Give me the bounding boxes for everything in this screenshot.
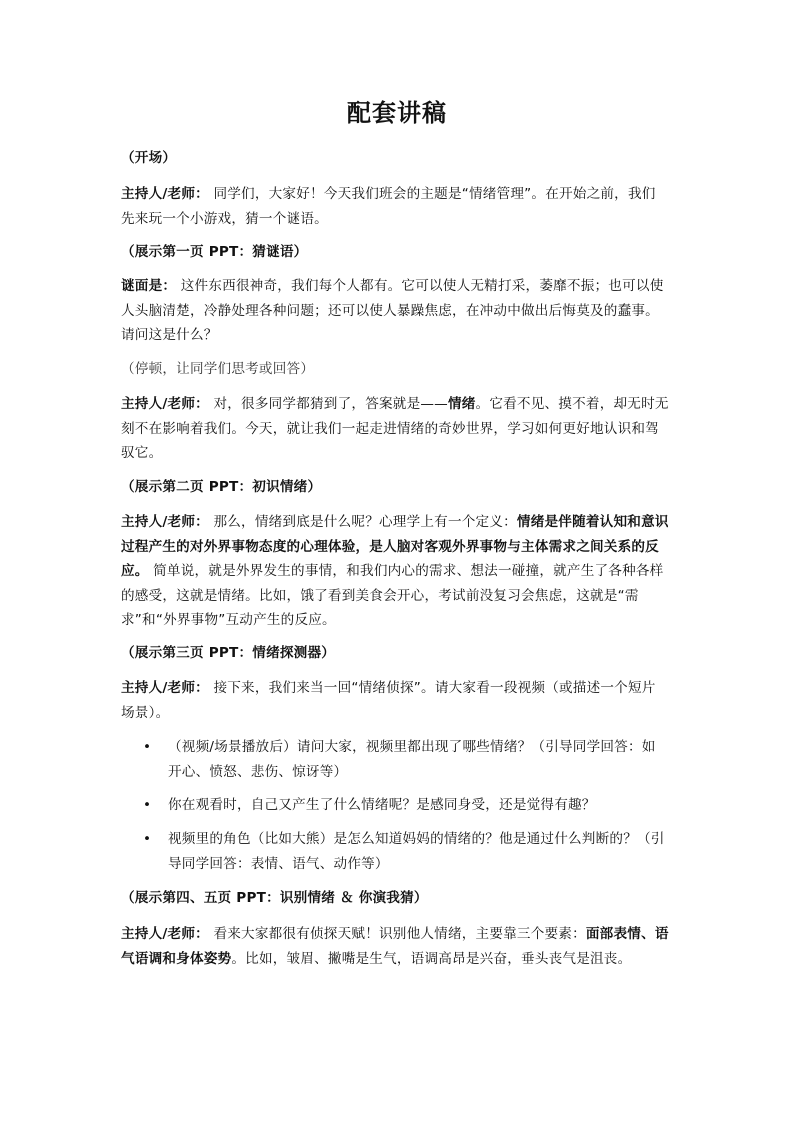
page-title: 配套讲稿 — [347, 99, 447, 127]
list-item-text: 视频里的角色（比如大熊）是怎么知道妈妈的情绪的？他是通过什么判断的？（引导同学回答：表情、语气、动作等） — [168, 831, 665, 872]
section-marker-ppt1: （展示第一页 PPT：猜谜语） — [121, 244, 308, 260]
paragraph-identify — [121, 922, 669, 971]
paragraph-detective — [121, 676, 669, 725]
paragraph-opening — [121, 182, 669, 231]
emphasis-text: 情绪是伴随着认知和意识过程产生的对外界事物态度的心理体验，是人脑对客观外界事物与主体需求之间关系的反应。 — [121, 514, 669, 579]
speaker-label: 主持人/老师： — [121, 396, 209, 412]
speaker-label: 主持人/老师： — [121, 680, 209, 696]
bullet-icon: • — [143, 797, 152, 813]
paragraph-text: 对，很多同学都猜到了，答案就是—— — [208, 396, 448, 412]
section-marker-ppt2: （展示第二页 PPT：初识情绪） — [121, 479, 322, 495]
speaker-label: 主持人/老师： — [121, 186, 209, 202]
bullet-icon: • — [143, 739, 152, 755]
riddle-label: 谜面是： — [121, 278, 177, 294]
paragraph-answer — [121, 392, 669, 466]
paragraph-text: 那么，情绪到底是什么呢？心理学上有一个定义： — [208, 514, 517, 530]
paragraph-text: 这件东西很神奇，我们每个人都有。它可以使人无精打采，萎靡不振；也可以使人头脑清楚，冷静处理各种问题；还可以使人暴躁焦虑，在冲动中做出后悔莫及的蠢事。请问这是什么？ — [121, 278, 664, 343]
paragraph-text: 。它看不见、摸不着，却无时无刻不在影响着我们。今天，就让我们一起走进情绪的奇妙世界，学习如何更好地认识和驾驭它。 — [121, 396, 669, 461]
section-marker-ppt3: （展示第三页 PPT：情绪探测器） — [121, 645, 336, 661]
paragraph-definition — [121, 510, 669, 633]
paragraph-text: 简单说，就是外界发生的事情，和我们内心的需求、想法一碰撞，就产生了各种各样的感受，这就是情绪。比如，饿了看到美食会开心，考试前没复习会焦虑，这就是“需求”和“外界事物”互动产生的反应。 — [121, 563, 664, 628]
paragraph-text: 同学们，大家好！今天我们班会的主题是“情绪管理”。在开始之前，我们先来玩一个小游戏，猜一个谜语。 — [121, 186, 656, 227]
list-item-text: 你在观看时，自己又产生了什么情绪呢？是感同身受，还是觉得有趣？ — [168, 797, 596, 813]
emphasis-text: 面部表情、语气语调和身体姿势 — [121, 926, 669, 967]
bullet-icon: • — [143, 831, 152, 847]
stage-direction-pause: （停顿，让同学们思考或回答） — [121, 361, 315, 377]
paragraph-riddle — [121, 274, 669, 348]
speaker-label: 主持人/老师： — [121, 926, 209, 942]
paragraph-text: 。比如，皱眉、撇嘴是生气，语调高昂是兴奋，垂头丧气是沮丧。 — [231, 950, 632, 967]
section-marker-ppt45: （展示第四、五页 PPT：识别情绪 ＆ 你演我猜） — [121, 890, 428, 906]
speaker-label: 主持人/老师： — [121, 514, 209, 530]
paragraph-text: 看来大家都很有侦探天赋！识别他人情绪，主要靠三个要素： — [208, 926, 586, 942]
section-marker-opening: （开场） — [121, 150, 177, 166]
paragraph-text: 接下来，我们来当一回“情绪侦探”。请大家看一段视频（或描述一个短片场景）。 — [121, 680, 656, 721]
emphasis-text: 情绪 — [447, 396, 476, 412]
list-item-text: （视频/场景播放后）请问大家，视频里都出现了哪些情绪？（引导同学回答：如开心、愤怒、悲伤、惊讶等） — [168, 739, 656, 780]
